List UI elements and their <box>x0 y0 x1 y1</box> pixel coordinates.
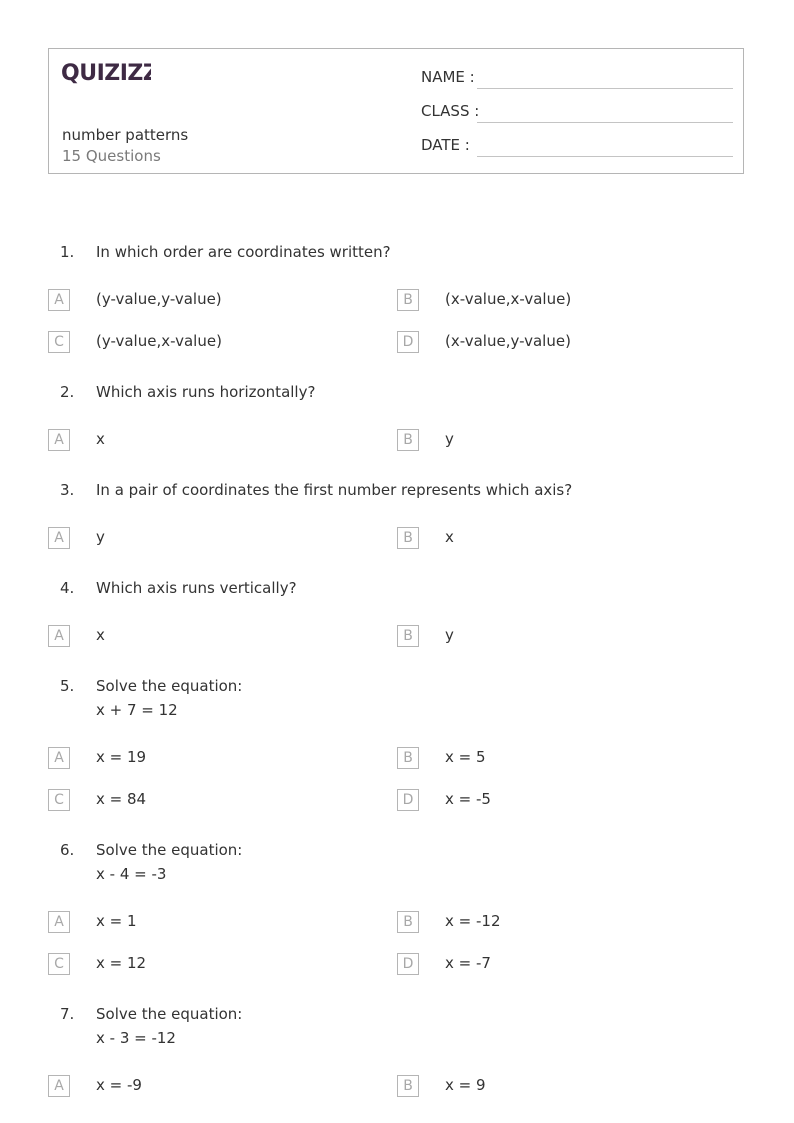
quizizz-logo-mark <box>61 59 151 85</box>
option-text: (y-value,y-value) <box>96 290 222 308</box>
option-text: x <box>96 626 105 644</box>
question-text <box>96 838 242 886</box>
option-text: x = 5 <box>445 748 486 766</box>
question-text <box>96 1002 242 1050</box>
option-text: x = -5 <box>445 790 491 808</box>
question-number: 2. <box>60 383 75 401</box>
question-line: x - 4 = -3 <box>96 865 167 883</box>
option-text: y <box>445 430 454 448</box>
question-line: In a pair of coordinates the first number represents which axis? <box>96 481 573 499</box>
option-letter: B <box>397 429 419 451</box>
worksheet-header <box>48 48 744 174</box>
option-letter: A <box>48 911 70 933</box>
question-line: Which axis runs vertically? <box>96 579 297 597</box>
option-text: x = 12 <box>96 954 147 972</box>
option-text: x = -9 <box>96 1076 142 1094</box>
name-field[interactable] <box>421 68 733 88</box>
question-number: 6. <box>60 841 75 859</box>
question-text <box>96 576 297 600</box>
option-text: (y-value,x-value) <box>96 332 222 350</box>
option-letter: B <box>397 289 419 311</box>
option-letter: A <box>48 625 70 647</box>
option-letter: B <box>397 527 419 549</box>
option-text: y <box>445 626 454 644</box>
question-line: Solve the equation: <box>96 841 243 859</box>
option-text: y <box>96 528 105 546</box>
class-field[interactable] <box>421 102 733 122</box>
question-count: 15 Questions <box>62 147 161 165</box>
option-letter: A <box>48 429 70 451</box>
name-label: NAME : <box>421 68 475 86</box>
question-line: Which axis runs horizontally? <box>96 383 316 401</box>
class-label: CLASS : <box>421 102 480 120</box>
question-text <box>96 478 572 502</box>
date-field[interactable] <box>421 136 733 156</box>
question-number: 5. <box>60 677 75 695</box>
option-letter: D <box>397 789 419 811</box>
worksheet-title: number patterns <box>62 126 189 144</box>
option-letter: B <box>397 747 419 769</box>
option-text: x = -12 <box>445 912 501 930</box>
question-line: Solve the equation: <box>96 1005 243 1023</box>
option-text: x <box>445 528 454 546</box>
option-text: x = 9 <box>445 1076 486 1094</box>
option-letter: A <box>48 747 70 769</box>
name-line[interactable] <box>477 88 733 89</box>
option-letter: B <box>397 625 419 647</box>
option-text: x = 19 <box>96 748 147 766</box>
option-letter: D <box>397 331 419 353</box>
option-text: x <box>96 430 105 448</box>
option-letter: C <box>48 331 70 353</box>
option-letter: A <box>48 527 70 549</box>
option-text: x = 84 <box>96 790 147 808</box>
option-letter: C <box>48 953 70 975</box>
option-letter: C <box>48 789 70 811</box>
question-number: 4. <box>60 579 75 597</box>
option-letter: D <box>397 953 419 975</box>
option-text: x = 1 <box>96 912 137 930</box>
question-line: x - 3 = -12 <box>96 1029 176 1047</box>
question-number: 3. <box>60 481 75 499</box>
class-line[interactable] <box>477 122 733 123</box>
option-letter: B <box>397 911 419 933</box>
question-text <box>96 674 242 722</box>
option-letter: B <box>397 1075 419 1097</box>
option-letter: A <box>48 289 70 311</box>
option-text: (x-value,x-value) <box>445 290 572 308</box>
option-text: (x-value,y-value) <box>445 332 571 350</box>
question-number: 1. <box>60 243 75 261</box>
option-letter: A <box>48 1075 70 1097</box>
option-text: x = -7 <box>445 954 491 972</box>
question-line: In which order are coordinates written? <box>96 243 391 261</box>
date-label: DATE : <box>421 136 470 154</box>
question-number: 7. <box>60 1005 75 1023</box>
quizizz-logo <box>61 59 151 89</box>
question-text <box>96 380 315 404</box>
question-line: Solve the equation: <box>96 677 243 695</box>
question-text <box>96 240 391 264</box>
date-line[interactable] <box>477 156 733 157</box>
logo-text: QUIZIZZ <box>61 61 151 85</box>
question-line: x + 7 = 12 <box>96 701 178 719</box>
